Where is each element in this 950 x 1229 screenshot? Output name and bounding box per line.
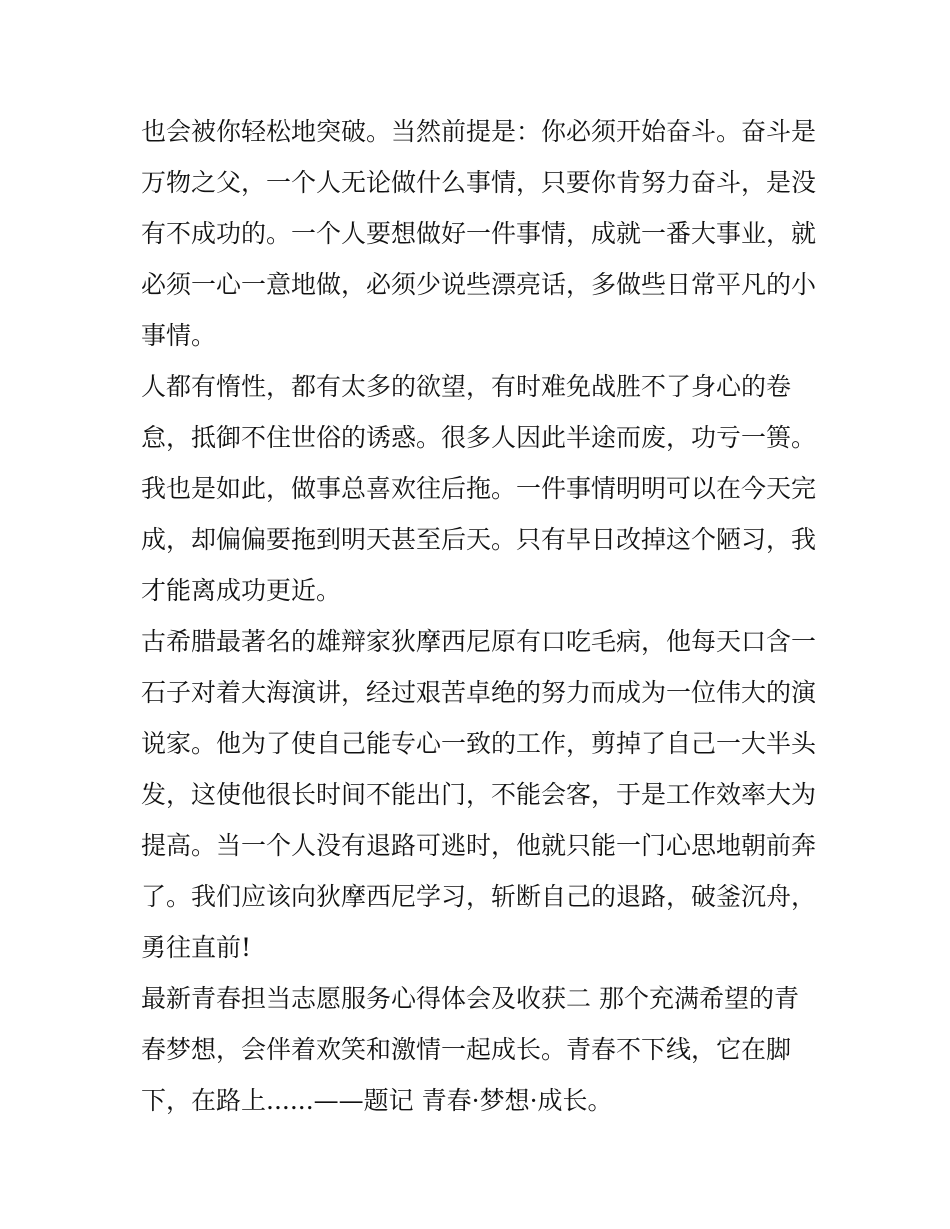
text-line: 提高。当一个人没有退路可逃时，他就只能一门心思地朝前奔: [141, 831, 817, 860]
text-line: 石子对着大海演讲，经过艰苦卓绝的努力而成为一位伟大的演: [141, 678, 817, 707]
text-line: 发，这使他很长时间不能出门，不能会客，于是工作效率大为: [141, 780, 817, 809]
text-line: 必须一心一意地做，必须少说些漂亮话，多做些日常平凡的小: [141, 270, 817, 299]
document-body: [141, 106, 821, 1126]
text-line: 了。我们应该向狄摩西尼学习，斩断自己的退路，破釜沉舟，: [141, 882, 817, 911]
text-line: 成，却偏偏要拖到明天甚至后天。只有早日改掉这个陋习，我: [141, 525, 817, 554]
text-line: 我也是如此，做事总喜欢往后拖。一件事情明明可以在今天完: [141, 474, 817, 503]
text-line: 春梦想，会伴着欢笑和激情一起成长。青春不下线，它在脚: [141, 1035, 792, 1064]
text-line: 人都有惰性，都有太多的欲望，有时难免战胜不了身心的卷: [141, 372, 792, 401]
text-line: 也会被你轻松地突破。当然前提是：你必须开始奋斗。奋斗是: [141, 117, 817, 146]
text-line: 万物之父，一个人无论做什么事情，只要你肯努力奋斗，是没: [141, 168, 817, 197]
text-line: 事情。: [141, 321, 217, 350]
text-line: 最新青春担当志愿服务心得体会及收获二 那个充满希望的青: [141, 984, 799, 1013]
text-line: 古希腊最著名的雄辩家狄摩西尼原有口吃毛病，他每天口含一: [141, 627, 817, 656]
text-line: 有不成功的。一个人要想做好一件事情，成就一番大事业，就: [141, 219, 817, 248]
text-line: 勇往直前!: [141, 933, 252, 962]
text-line: 怠，抵御不住世俗的诱惑。很多人因此半途而废，功亏一篑。: [141, 423, 817, 452]
text-line: 才能离成功更近。: [141, 576, 342, 605]
text-line: 下，在路上......——题记 青春·梦想·成长。: [141, 1086, 613, 1115]
text-line: 说家。他为了使自己能专心一致的工作，剪掉了自己一大半头: [141, 729, 817, 758]
